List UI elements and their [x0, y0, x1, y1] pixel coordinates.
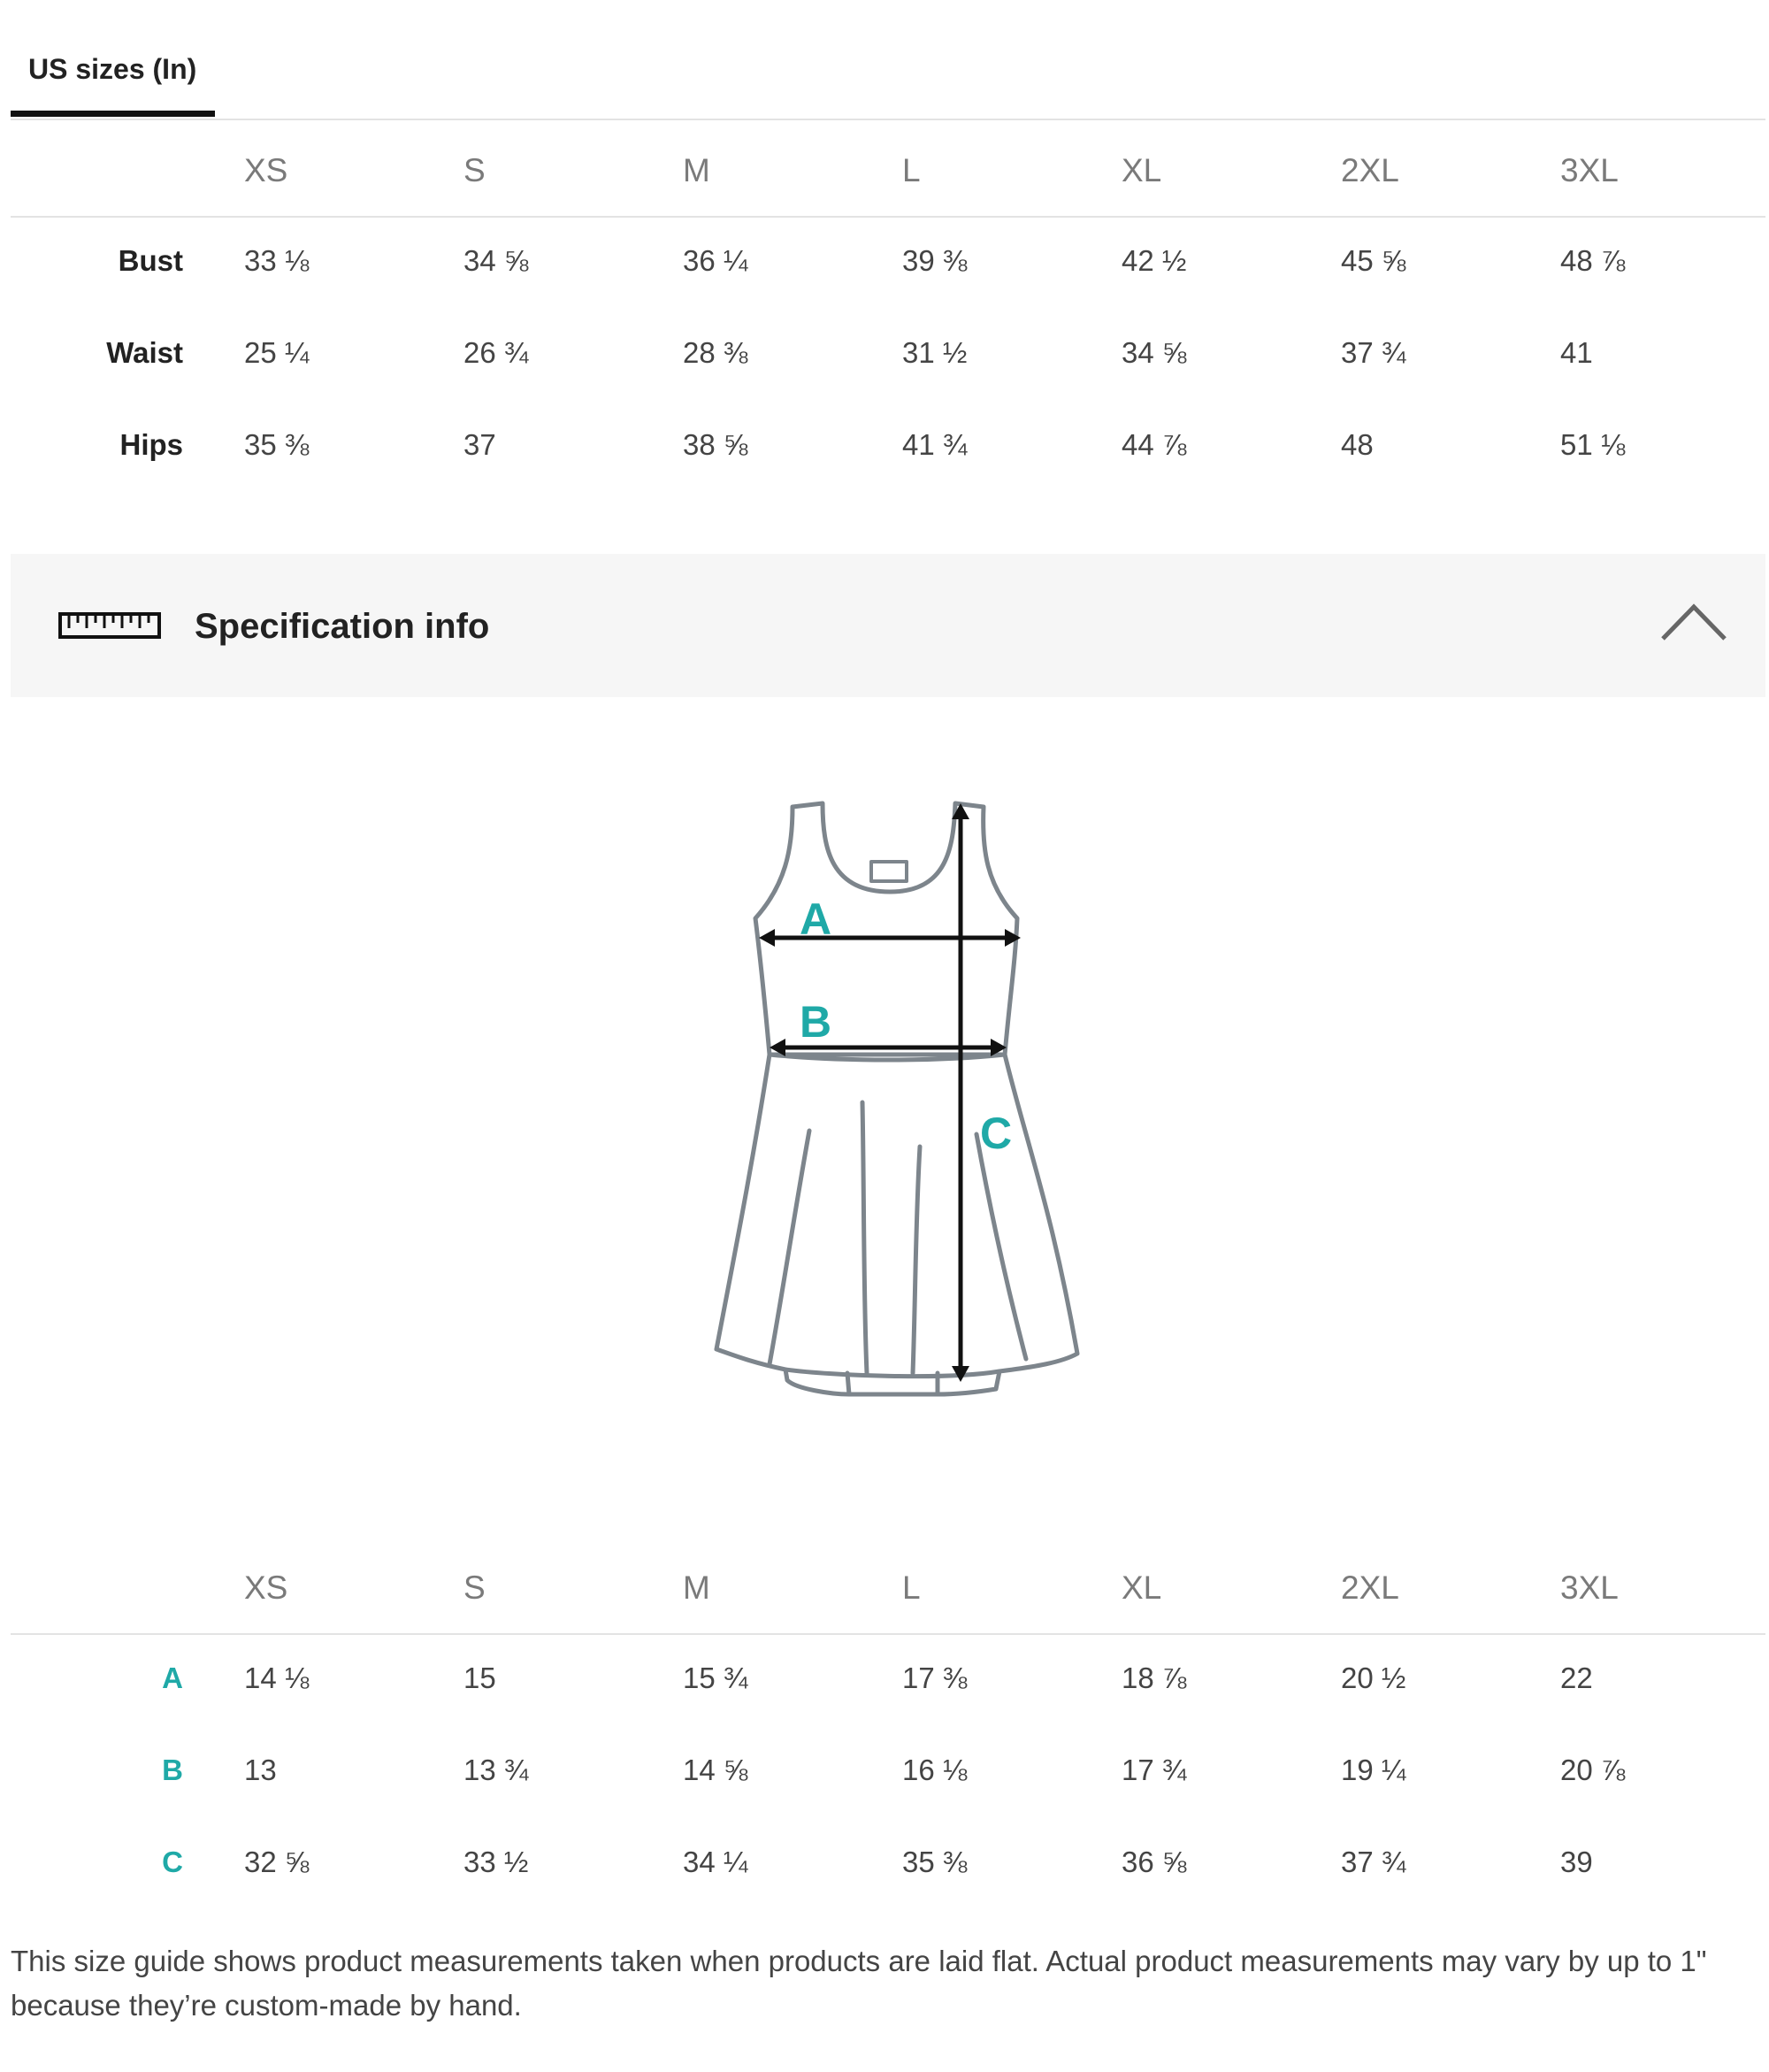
table-cell: 51 ⅛ [1560, 428, 1626, 461]
table-row-waist [11, 310, 1765, 402]
table-cell: 33 ½ [463, 1846, 529, 1878]
table-row-b [11, 1727, 1765, 1819]
specification-title: Specification info [195, 607, 490, 646]
table-cell: 48 [1341, 428, 1374, 461]
tab-us-sizes[interactable]: US sizes (In) [28, 53, 197, 85]
table-cell: 36 ¼ [683, 244, 748, 277]
diagram-label-c: C [979, 1109, 1013, 1158]
table-cell: 33 ⅛ [244, 244, 310, 277]
table-cell: 41 ¾ [902, 428, 968, 461]
table-cell: 28 ⅜ [683, 336, 748, 369]
specification-info-toggle[interactable] [11, 554, 1765, 697]
active-tab-indicator [11, 111, 215, 117]
table-row-a [11, 1635, 1765, 1727]
col-head-3xl: 3XL [1560, 152, 1619, 188]
table-cell: 14 ⅝ [683, 1754, 748, 1786]
table-cell: 14 ⅛ [244, 1661, 310, 1694]
table-cell: 15 ¾ [683, 1661, 748, 1694]
chevron-up-icon[interactable] [1659, 600, 1728, 644]
table-cell: 32 ⅝ [244, 1846, 310, 1878]
table-header [11, 120, 1765, 218]
table-cell: 17 ¾ [1122, 1754, 1187, 1786]
dress-outline [716, 803, 1077, 1394]
table-cell: 44 ⅞ [1122, 428, 1187, 461]
table-cell: 13 [244, 1754, 277, 1786]
table-cell: 37 [463, 428, 496, 461]
table-cell: 39 [1560, 1846, 1593, 1878]
table-cell: 26 ¾ [463, 336, 529, 369]
col-head-2xl: 2XL [1341, 152, 1399, 188]
row-label: A [162, 1661, 183, 1694]
table-row-c [11, 1819, 1765, 1911]
col-head-xl: XL [1122, 152, 1162, 188]
table-cell: 22 [1560, 1661, 1593, 1694]
table-cell: 15 [463, 1661, 496, 1694]
diagram-label-a: A [799, 894, 832, 944]
table-cell: 39 ⅜ [902, 244, 968, 277]
col-head-l: L [902, 152, 921, 188]
col-head-l: L [902, 1569, 921, 1606]
table-cell: 36 ⅝ [1122, 1846, 1187, 1878]
table-cell: 20 ⅞ [1560, 1754, 1626, 1786]
table-cell: 37 ¾ [1341, 1846, 1406, 1878]
table-cell: 34 ¼ [683, 1846, 748, 1878]
table-cell: 41 [1560, 336, 1593, 369]
table-cell: 25 ¼ [244, 336, 310, 369]
product-measurements-table [11, 1538, 1765, 1911]
table-cell: 35 ⅜ [244, 428, 310, 461]
col-head-m: M [683, 1569, 710, 1606]
row-label: Hips [119, 428, 183, 461]
col-head-xs: XS [244, 1569, 288, 1606]
table-row-bust [11, 218, 1765, 310]
size-tabs [11, 0, 1765, 120]
col-head-3xl: 3XL [1560, 1569, 1619, 1606]
row-label: C [162, 1846, 183, 1878]
size-guide-note: This size guide shows product measurements taken when products are laid flat. Actual product measurements may vary by up to 1" because they’re custom-made by hand. [11, 1945, 1707, 2022]
col-head-xl: XL [1122, 1569, 1162, 1606]
ruler-icon [58, 612, 161, 639]
table-cell: 34 ⅝ [463, 244, 529, 277]
col-head-2xl: 2XL [1341, 1569, 1399, 1606]
table-cell: 37 ¾ [1341, 336, 1406, 369]
table-cell: 38 ⅝ [683, 428, 748, 461]
row-label: Bust [118, 244, 183, 277]
table-cell: 16 ⅛ [902, 1754, 968, 1786]
diagram-label-b: B [799, 997, 832, 1047]
col-head-s: S [463, 1569, 486, 1606]
row-label: B [162, 1754, 183, 1786]
dress-diagram [681, 796, 1097, 1433]
table-header [11, 1538, 1765, 1635]
table-row-hips [11, 402, 1765, 494]
table-cell: 17 ⅜ [902, 1661, 968, 1694]
table-cell: 42 ½ [1122, 244, 1187, 277]
table-cell: 34 ⅝ [1122, 336, 1187, 369]
table-cell: 18 ⅞ [1122, 1661, 1187, 1694]
row-label: Waist [106, 336, 183, 369]
table-cell: 31 ½ [902, 336, 968, 369]
table-cell: 48 ⅞ [1560, 244, 1626, 277]
table-cell: 19 ¼ [1341, 1754, 1406, 1786]
table-cell: 45 ⅝ [1341, 244, 1406, 277]
col-head-m: M [683, 152, 710, 188]
table-cell: 20 ½ [1341, 1661, 1406, 1694]
body-measurements-table [11, 120, 1765, 494]
table-cell: 35 ⅜ [902, 1846, 968, 1878]
col-head-xs: XS [244, 152, 288, 188]
table-cell: 13 ¾ [463, 1754, 529, 1786]
col-head-s: S [463, 152, 486, 188]
